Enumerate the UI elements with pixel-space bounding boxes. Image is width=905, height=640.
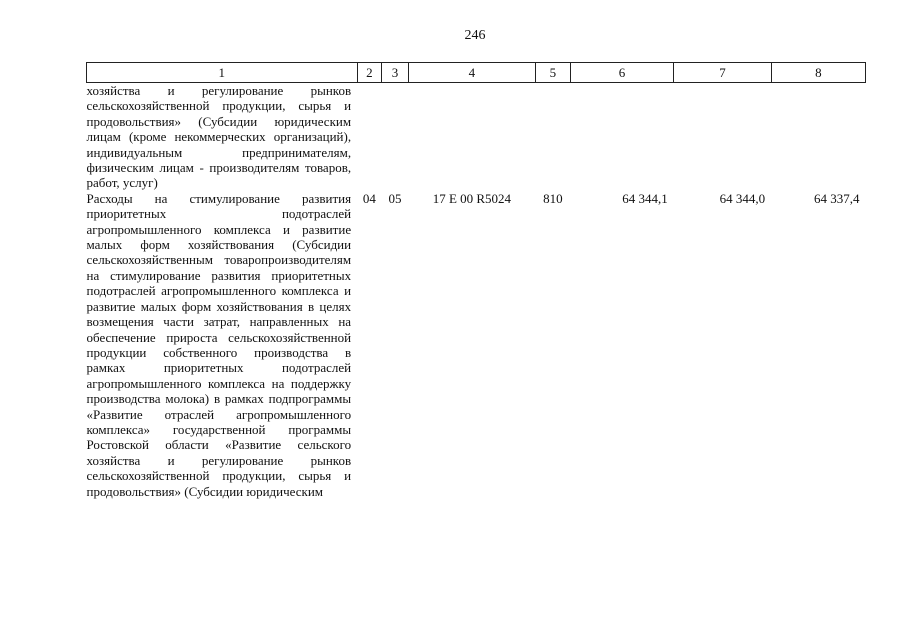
column-header-8: 8: [771, 63, 865, 83]
row-description: хозяйства и регулирование рынков сельскохозяйственной продукции, сырья и продовольствия» (Субсидии юридическим лицам (кроме некоммерческих организаций), индивидуальным предпринимателям, физическим лицам - производителям товаров, работ, услуг): [86, 83, 352, 191]
row-target-article: 17 Е 00 R5024: [432, 190, 512, 206]
column-number-row: [87, 63, 866, 83]
row-expense-type: 810: [543, 190, 563, 206]
row-subsection-code: 05: [388, 190, 402, 206]
column-header-3: 3: [382, 63, 409, 83]
table-row: [87, 191, 866, 499]
column-header-2: 2: [357, 63, 382, 83]
table-row: [87, 83, 866, 191]
row-amount-col6: 64 344,1: [622, 190, 668, 206]
row-amount-col8: 64 337,4: [814, 190, 860, 206]
column-header-5: 5: [535, 63, 570, 83]
column-header-4: 4: [408, 63, 535, 83]
page-number: 246: [464, 28, 486, 43]
column-header-6: 6: [570, 63, 674, 83]
column-header-7: 7: [674, 63, 771, 83]
row-expense-type: [535, 83, 570, 191]
budget-table: [86, 62, 866, 499]
row-description: Расходы на стимулирование развития приоритетных подотраслей агропромышленного комплекса и развитие малых форм хозяйствования (Субсидии сельскохозяйственным товаропроизводителям на стимулирование развития приоритетных подотраслей агропромышленного комплекса и развитие малых форм хозяйствования в целях возмещения части затрат, направленных на обеспечение прироста сельскохозяйственной продукции собственного производства в рамках приоритетных подотраслей агропромышленного комплекса на поддержку производства молока) в рамках подпрограммы «Развитие отраслей агропромышленного комплекса» государственной программы Ростовской области «Развитие сельского хозяйства и регулирование рынков сельскохозяйственной продукции, сырья и продовольствия» (Субсидии юридическим: [86, 190, 352, 499]
row-section-code: [357, 83, 382, 191]
row-section-code: 04: [362, 190, 376, 206]
row-amount-col7: [674, 83, 771, 191]
row-target-article: [408, 83, 535, 191]
row-amount-col7: 64 344,0: [719, 190, 766, 206]
row-amount-col6: [570, 83, 674, 191]
column-header-1: 1: [87, 63, 358, 83]
row-amount-col8: [771, 83, 865, 191]
row-subsection-code: [382, 83, 409, 191]
